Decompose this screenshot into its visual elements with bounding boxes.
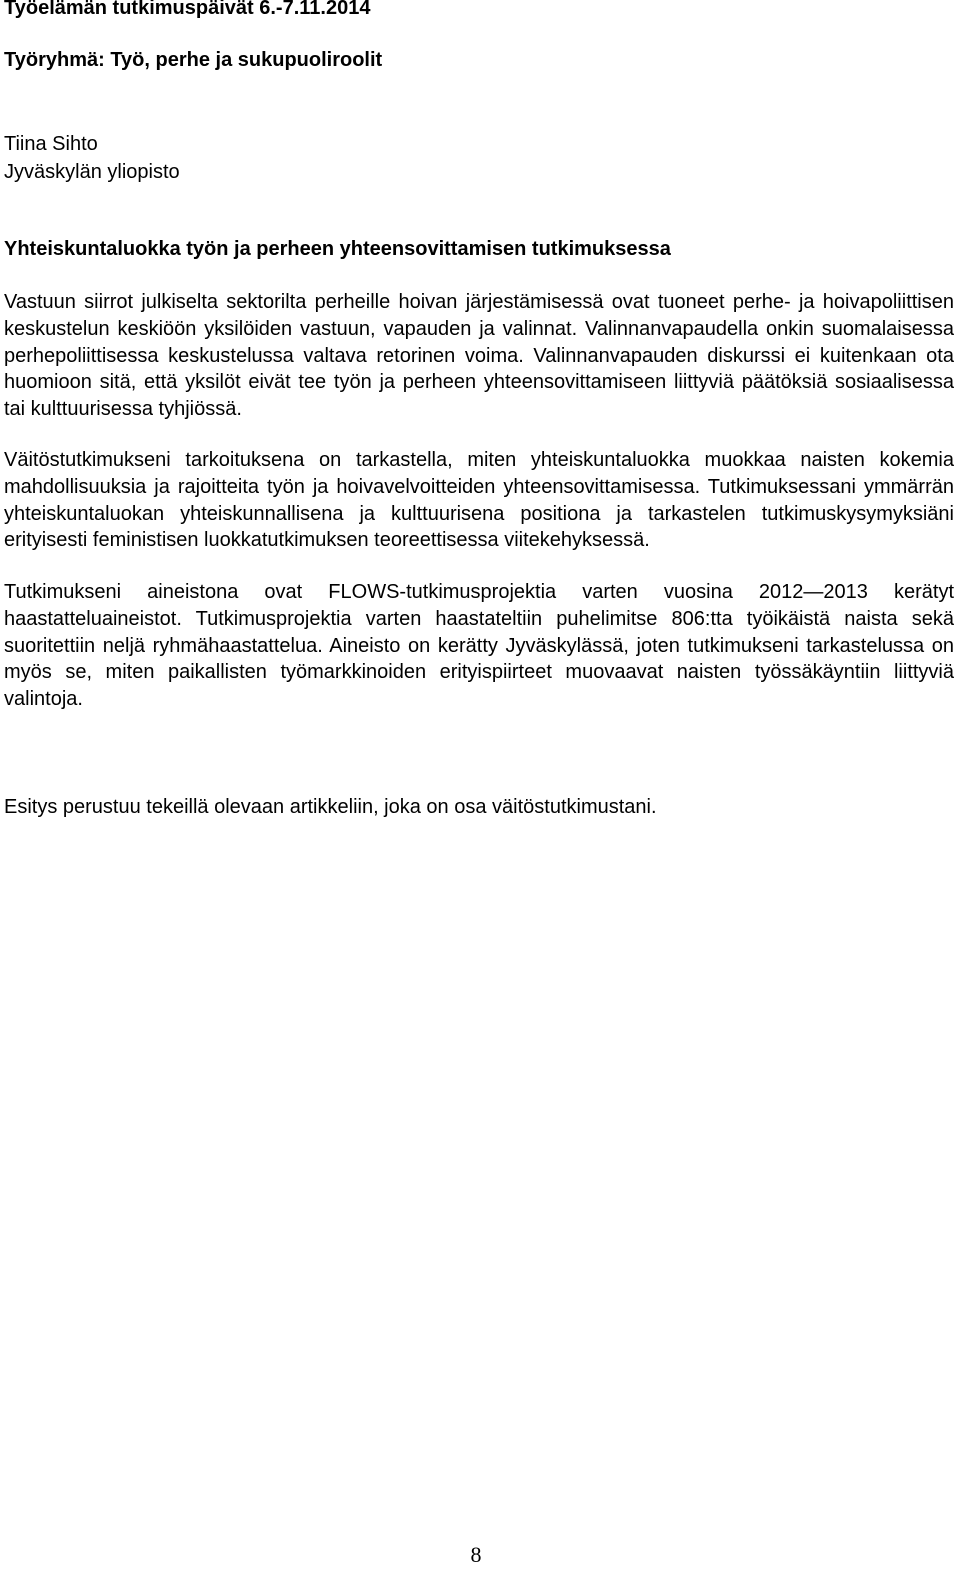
author-name: Tiina Sihto — [4, 133, 98, 155]
abstract-title: Yhteiskuntaluokka työn ja perheen yhteensovittamisen tutkimuksessa — [4, 238, 671, 260]
abstract-paragraph-3: Tutkimukseni aineistona ovat FLOWS-tutkimusprojektia varten vuosina 2012—2013 kerätyt haastatteluaineistot. Tutkimusprojektia varten haastateltiin puhelimitse 806:tta työikäistä naista sekä suoritettiin neljä ryhmähaastattelua. Aineisto on kerätty Jyväskylässä, joten tutkimukseni tarkastelussa on myös se, miten paikallisten työmarkkinoiden erityispiirteet muovaavat naisten työssäkäyntiin liittyviä valintoja. — [4, 581, 954, 711]
page-number: 8 — [470, 1542, 482, 1567]
author-affiliation: Jyväskylän yliopisto — [4, 161, 180, 183]
abstract-paragraph-1: Vastuun siirrot julkiselta sektorilta perheille hoivan järjestämisessä ovat tuoneet perhe- ja hoivapoliittisen keskustelun keskiöön yksilöiden vastuun, vapauden ja valinnat. Valinnanvapaudella onkin suomalaisessa perhepoliittisessa keskustelussa valtava retorinen voima. Valinnanvapauden diskurssi ei kuitenkaan ota huomioon sitä, että yksilöt eivät tee työn ja perheen yhteensovittamiseen liittyviä päätöksiä sosiaalisessa tai kulttuurisessa tyhjiössä. — [4, 291, 954, 421]
abstract-paragraph-4: Esitys perustuu tekeillä olevaan artikkeliin, joka on osa väitöstutkimustani. — [4, 796, 657, 818]
abstract-paragraph-2: Väitöstutkimukseni tarkoituksena on tarkastella, miten yhteiskuntaluokka muokkaa naisten kokemia mahdollisuuksia ja rajoitteita työn ja hoivavelvoitteiden yhteensovittamisessa. Tutkimuksessani ymmärrän yhteiskuntaluokan yhteiskunnallisena ja kulttuurisena positiona ja tarkastelen tutkimuskysymyksiäni erityisesti feministisen luokkatutkimuksen teoreettisessa viitekehyksessä. — [4, 449, 954, 552]
conference-heading: Työelämän tutkimuspäivät 6.-7.11.2014 — [4, 0, 371, 19]
working-group-heading: Työryhmä: Työ, perhe ja sukupuoliroolit — [4, 49, 383, 71]
author-block — [4, 130, 180, 186]
